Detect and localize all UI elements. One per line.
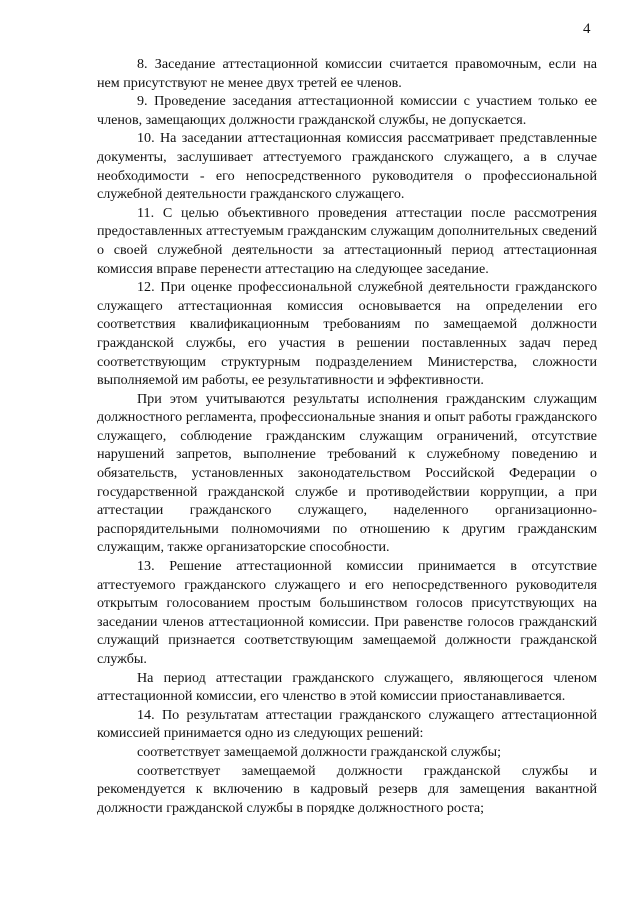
paragraph-item-11: 11. С целью объективного проведения аттестации после рассмотрения предоставленных аттестуемым гражданским служащим дополнительных сведений о своей служебной деятельности за аттестационный период аттестационная комиссия вправе перенести аттестацию на следующее заседание. — [97, 204, 597, 277]
document-body — [97, 55, 597, 817]
page-number: 4 — [583, 21, 591, 37]
paragraph-evaluation-criteria: При этом учитываются результаты исполнения гражданским служащим должностного регламента, профессиональные знания и опыт работы гражданского служащего, соблюдение гражданским служащим ограничений, отсутствие нарушений запретов, выполнение требований к служебному поведению и обязательств, установленных законодательством Российской Федерации о государственной гражданской службе и противодействии коррупции, а при аттестации гражданского служащего, наделенного организационно-распорядительными полномочиями по отношению к другим гражданским служащим, также организаторские способности. — [97, 390, 597, 556]
paragraph-item-14: 14. По результатам аттестации гражданского служащего аттестационной комиссией принимается одно из следующих решений: — [97, 706, 597, 742]
decision-option-2: соответствует замещаемой должности гражданской службы и рекомендуется к включению в кадровый резерв для замещения вакантной должности гражданской службы в порядке должностного роста; — [97, 762, 597, 816]
paragraph-item-9: 9. Проведение заседания аттестационной комиссии с участием только ее членов, замещающих должности гражданской службы, не допускается. — [97, 93, 597, 128]
paragraph-item-13: 13. Решение аттестационной комиссии принимается в отсутствие аттестуемого гражданского служащего и его непосредственного руководителя открытым голосованием простым большинством голосов присутствующих на заседании членов аттестационной комиссии. При равенстве голосов гражданский служащий признается соответствующим замещаемой должности гражданской службы. — [97, 558, 597, 667]
paragraph-membership-suspension: На период аттестации гражданского служащего, являющегося членом аттестационной комиссии, его членство в этой комиссии приостанавливается. — [97, 669, 597, 705]
decision-option-1: соответствует замещаемой должности гражданской службы; — [137, 743, 502, 760]
paragraph-item-10: 10. На заседании аттестационная комиссия рассматривает представленные документы, заслушивает аттестуемого гражданского служащего, а в случае необходимости - его непосредственного руководителя о профессиональной служебной деятельности гражданского служащего. — [97, 130, 597, 203]
paragraph-item-8: 8. Заседание аттестационной комиссии считается правомочным, если на нем присутствуют не менее двух третей ее членов. — [97, 56, 597, 91]
paragraph-item-12: 12. При оценке профессиональной служебной деятельности гражданского служащего аттестационная комиссия основывается на определении его соответствия квалификационным требованиям по замещаемой должности гражданской службы, его участия в решении поставленных задач перед соответствующим структурным подразделением Министерства, сложности выполняемой им работы, ее результативности и эффективности. — [97, 279, 597, 389]
